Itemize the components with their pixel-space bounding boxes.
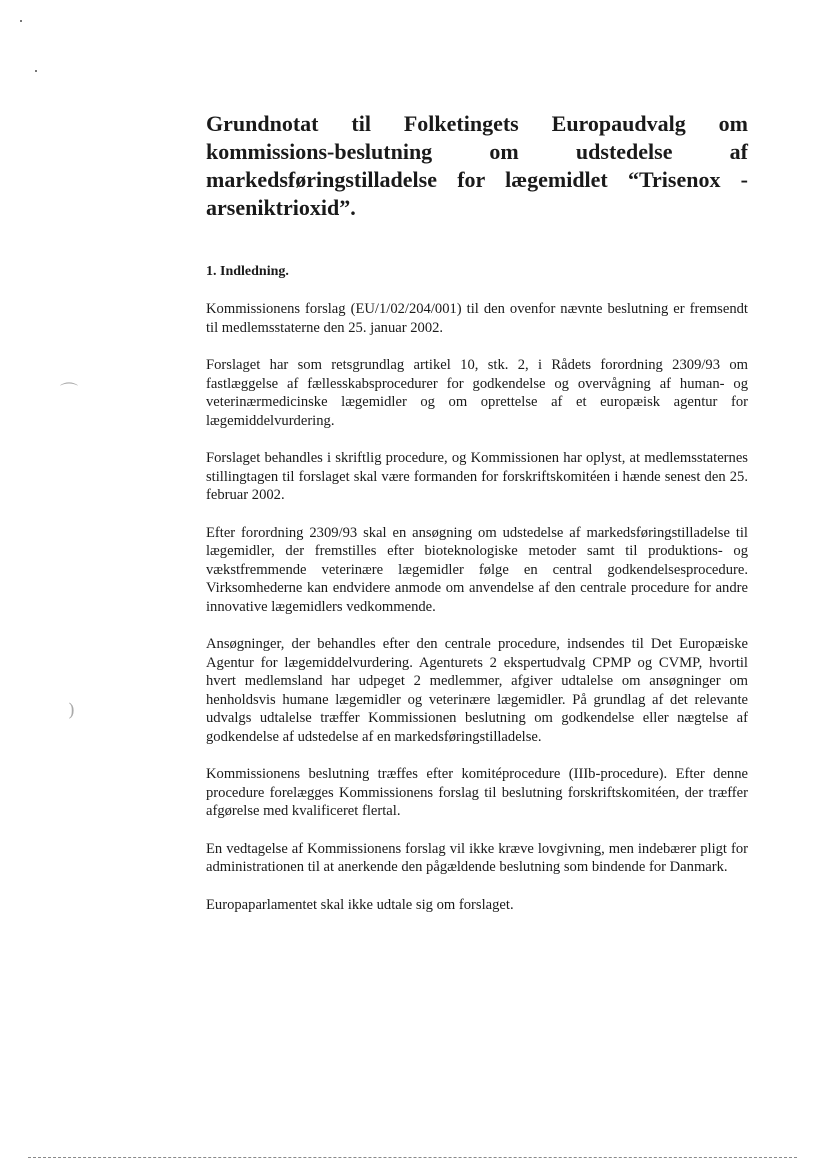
- paragraph: En vedtagelse af Kommissionens forslag vil ikke kræve lovgivning, men indebærer pligt for administrationen til at anerkende den pågældende beslutning som bindende for Danmark.: [206, 840, 748, 875]
- section-heading: 1. Indledning.: [206, 264, 289, 279]
- paragraph: Kommissionens beslutning træffes efter komitéprocedure (IIIb-procedure). Efter denne procedure forelægges Kommissionens forslag til beslutning forskriftskomitéen, der træffer afgørelse med kvalificeret flertal.: [206, 766, 748, 819]
- scan-mark: [35, 70, 37, 72]
- paragraph: Europaparlamentet skal ikke udtale sig om forslaget.: [206, 896, 514, 913]
- page-bottom-rule: [28, 1157, 797, 1158]
- paragraph: Forslaget behandles i skriftlig procedure, og Kommissionen har oplyst, at medlemsstaternes stillingtagen til forslaget skal være formanden for forskriftskomitéen i hænde senest den 25. februar 2002.: [206, 450, 748, 503]
- scan-mark: ): [68, 700, 76, 721]
- document-body: [206, 110, 748, 933]
- paragraph: Ansøgninger, der behandles efter den centrale procedure, indsendes til Det Europæiske Agentur for lægemiddelvurdering. Agenturets 2 ekspertudvalg CPMP og CVMP, hvortil hvert medlemsland har udpeget 2 medlemmer, afgiver udtalelse om ansøgninger om henholdsvis humane lægemidler og veterinære lægemidler. På grundlag af det relevante udvalgs udtalelse træffer Kommissionen beslutning om godkendelse eller nægtelse af godkendelse af udstedelse af en markedsføringstilladelse.: [206, 636, 748, 745]
- paragraph: Efter forordning 2309/93 skal en ansøgning om udstedelse af markedsføringstilladelse til lægemidler, der fremstilles efter bioteknologiske metoder samt til produktions- og vækstfremmende veterinære lægemidler følge en central godkendelsesprocedure. Virksomhederne kan endvidere anmode om anvendelse af den centrale procedure for andre innovative lægemidlers vedkommende.: [206, 524, 748, 615]
- paragraph: Kommissionens forslag (EU/1/02/204/001) til den ovenfor nævnte beslutning er fremsendt til medlemsstaterne den 25. januar 2002.: [206, 301, 748, 336]
- paragraph: Forslaget har som retsgrundlag artikel 10, stk. 2, i Rådets forordning 2309/93 om fastlæggelse af fællesskabsprocedurer for godkendelse og overvågning af human- og veterinærmedicinske lægemidler og om oprettelse af et europæisk agentur for lægemiddelvurdering.: [206, 357, 748, 429]
- document-title: Grundnotat til Folketingets Europaudvalg om kommissions-beslutning om udstedelse af markedsføringstilladelse for lægemidlet “Trisenox - arseniktrioxid”.: [206, 111, 748, 220]
- scan-mark: [20, 20, 22, 22]
- scan-mark: ⌒: [60, 382, 78, 403]
